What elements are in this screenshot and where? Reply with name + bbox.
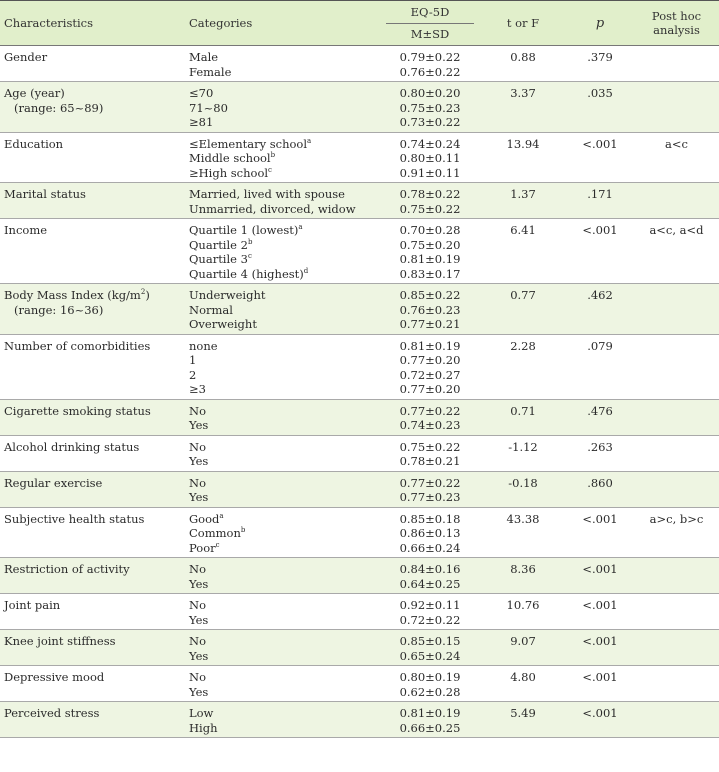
category-item	[189, 476, 376, 491]
msd-value: 0.81±0.19	[399, 706, 461, 720]
table-row	[0, 399, 719, 435]
p-value-cell: .171	[566, 183, 634, 219]
category-item	[189, 238, 376, 253]
msd-cell	[380, 284, 480, 335]
characteristic-label: Restriction of activity	[4, 562, 130, 576]
category-item	[189, 267, 376, 282]
category-label: No	[189, 670, 206, 684]
category-superscript: d	[303, 266, 309, 275]
msd-cell	[380, 46, 480, 82]
characteristic-cell	[0, 558, 185, 594]
characteristic-label: Joint pain	[4, 598, 61, 612]
msd-value: 0.77±0.21	[399, 317, 461, 331]
msd-cell	[380, 399, 480, 435]
header-msd: M±SD	[410, 27, 450, 41]
category-item	[189, 166, 376, 181]
msd-value: 0.64±0.25	[399, 576, 461, 591]
p-value-cell: .462	[566, 284, 634, 335]
msd-cell	[380, 82, 480, 133]
category-label: No	[189, 403, 206, 418]
p-value-cell: .476	[566, 399, 634, 435]
category-label: 1	[189, 353, 197, 367]
category-item	[189, 223, 376, 238]
msd-value: 0.77±0.20	[399, 353, 461, 367]
msd-value: 0.78±0.21	[399, 454, 461, 468]
posthoc-cell	[634, 630, 719, 666]
msd-value: 0.72±0.22	[399, 612, 461, 627]
category-label: none	[189, 338, 218, 353]
msd-value: 0.75±0.20	[399, 237, 461, 252]
p-value-cell: .379	[566, 46, 634, 82]
msd-cell	[380, 471, 480, 507]
category-label: 2	[189, 367, 197, 382]
category-label: Quartile 2	[189, 237, 248, 252]
posthoc-cell: a<c, a<d	[634, 219, 719, 284]
p-value-cell: <.001	[566, 507, 634, 558]
category-label: Male	[189, 50, 219, 64]
category-item	[189, 101, 376, 116]
category-label: Common	[189, 526, 241, 540]
characteristic-cell	[0, 702, 185, 738]
msd-value: 0.65±0.24	[399, 648, 461, 663]
characteristic-range: (range: 16~36)	[14, 302, 104, 317]
category-label: No	[189, 475, 206, 490]
msd-value: 0.80±0.19	[399, 670, 461, 684]
posthoc-cell	[634, 666, 719, 702]
category-label: Female	[189, 64, 232, 79]
p-value-cell: <.001	[566, 558, 634, 594]
category-item	[189, 317, 376, 332]
msd-value: 0.84±0.16	[399, 562, 461, 576]
p-value-cell: <.001	[566, 666, 634, 702]
categories-cell	[185, 82, 380, 133]
msd-value: 0.85±0.18	[399, 511, 461, 526]
table-row	[0, 558, 719, 594]
msd-value: 0.92±0.11	[399, 598, 461, 612]
table-row	[0, 46, 719, 82]
table-row	[0, 471, 719, 507]
posthoc-cell	[634, 702, 719, 738]
characteristic-cell	[0, 132, 185, 183]
category-item	[189, 202, 376, 217]
msd-value: 0.75±0.22	[399, 439, 461, 454]
table-row	[0, 334, 719, 399]
characteristic-label: Cigarette smoking status	[4, 403, 151, 418]
msd-value: 0.62±0.28	[399, 684, 461, 699]
category-item	[189, 382, 376, 397]
characteristic-label: Body Mass Index (kg/m	[4, 288, 141, 302]
t-value-cell: 0.77	[480, 284, 566, 335]
msd-value: 0.85±0.15	[399, 634, 461, 648]
characteristic-cell	[0, 284, 185, 335]
categories-cell	[185, 471, 380, 507]
posthoc-cell: a>c, b>c	[634, 507, 719, 558]
category-label: Yes	[189, 418, 209, 432]
category-label: ≥High school	[189, 165, 269, 180]
category-item	[189, 151, 376, 166]
category-item	[189, 706, 376, 721]
posthoc-cell	[634, 334, 719, 399]
t-value-cell: 9.07	[480, 630, 566, 666]
category-item	[189, 670, 376, 685]
t-value-cell: 0.88	[480, 46, 566, 82]
category-label: Quartile 1 (lowest)	[189, 223, 299, 237]
msd-cell	[380, 702, 480, 738]
posthoc-cell: a<c	[634, 132, 719, 183]
posthoc-cell	[634, 82, 719, 133]
t-value-cell: 5.49	[480, 702, 566, 738]
header-characteristics: Characteristics	[0, 1, 185, 46]
categories-cell	[185, 558, 380, 594]
characteristic-label: Marital status	[4, 187, 86, 201]
categories-cell	[185, 46, 380, 82]
category-item	[189, 86, 376, 101]
header-posthoc-line2: analysis	[653, 23, 700, 37]
category-item	[189, 562, 376, 577]
category-item	[189, 353, 376, 368]
characteristic-cell	[0, 630, 185, 666]
posthoc-cell	[634, 399, 719, 435]
category-label: ≥3	[189, 382, 206, 396]
categories-cell	[185, 594, 380, 630]
msd-value: 0.80±0.20	[399, 86, 461, 100]
msd-cell	[380, 183, 480, 219]
category-item	[189, 137, 376, 152]
category-item	[189, 577, 376, 592]
p-value-cell: .079	[566, 334, 634, 399]
category-label: No	[189, 598, 206, 612]
msd-value: 0.76±0.22	[399, 64, 461, 79]
category-label: ≤70	[189, 86, 214, 100]
table-row	[0, 702, 719, 738]
table-row	[0, 132, 719, 183]
characteristic-cell	[0, 183, 185, 219]
table-row	[0, 630, 719, 666]
category-label: Quartile 4 (highest)	[189, 266, 304, 281]
t-value-cell: 10.76	[480, 594, 566, 630]
header-posthoc-line1: Post hoc	[651, 9, 702, 23]
t-value-cell: 8.36	[480, 558, 566, 594]
t-value-cell: 6.41	[480, 219, 566, 284]
msd-value: 0.86±0.13	[399, 526, 461, 540]
category-item	[189, 65, 376, 80]
categories-cell	[185, 334, 380, 399]
msd-value: 0.77±0.22	[399, 403, 461, 418]
categories-cell	[185, 399, 380, 435]
t-value-cell: 13.94	[480, 132, 566, 183]
characteristic-label: Gender	[4, 50, 48, 64]
header-posthoc	[634, 1, 719, 46]
characteristic-cell	[0, 219, 185, 284]
category-label: Yes	[189, 490, 209, 504]
category-item	[189, 187, 376, 202]
category-superscript: c	[247, 252, 252, 260]
msd-value: 0.79±0.22	[399, 50, 461, 64]
category-item	[189, 598, 376, 613]
posthoc-cell	[634, 284, 719, 335]
msd-value: 0.70±0.28	[399, 223, 461, 237]
msd-cell	[380, 630, 480, 666]
table-row	[0, 594, 719, 630]
category-label: Yes	[189, 684, 209, 699]
msd-cell	[380, 334, 480, 399]
category-item	[189, 50, 376, 65]
category-label: Married, lived with spouse	[189, 187, 345, 201]
p-value-cell: .860	[566, 471, 634, 507]
category-label: 71~80	[189, 100, 228, 115]
category-item	[189, 368, 376, 383]
categories-cell	[185, 219, 380, 284]
category-item	[189, 721, 376, 736]
msd-cell	[380, 219, 480, 284]
posthoc-cell	[634, 183, 719, 219]
characteristic-cell	[0, 435, 185, 471]
msd-cell	[380, 435, 480, 471]
categories-cell	[185, 435, 380, 471]
category-item	[189, 418, 376, 433]
characteristic-label: Regular exercise	[4, 475, 103, 490]
msd-cell	[380, 666, 480, 702]
posthoc-cell	[634, 435, 719, 471]
category-label: Unmarried, divorced, widow	[189, 201, 356, 216]
msd-value: 0.81±0.19	[399, 252, 461, 266]
characteristic-label: Age (year)	[4, 86, 65, 100]
characteristic-range: (range: 65~89)	[14, 100, 104, 115]
category-item	[189, 115, 376, 130]
category-item	[189, 613, 376, 628]
category-label: Yes	[189, 612, 209, 627]
category-label: Middle school	[189, 151, 271, 165]
msd-value: 0.72±0.27	[399, 367, 461, 382]
header-categories: Categories	[185, 1, 380, 46]
msd-value: 0.77±0.20	[399, 382, 461, 396]
p-value-cell: <.001	[566, 594, 634, 630]
t-value-cell: 43.38	[480, 507, 566, 558]
category-superscript: b	[240, 526, 246, 534]
header-p	[566, 1, 634, 46]
category-item	[189, 288, 376, 303]
table-row	[0, 435, 719, 471]
categories-cell	[185, 702, 380, 738]
characteristic-cell	[0, 46, 185, 82]
category-item	[189, 339, 376, 354]
category-label: Yes	[189, 576, 209, 591]
category-label: Normal	[189, 302, 233, 317]
category-item	[189, 541, 376, 556]
header-t-or-f: t or F	[480, 1, 566, 46]
characteristic-label: Knee joint stiffness	[4, 634, 116, 648]
msd-value: 0.85±0.22	[399, 288, 461, 302]
t-value-cell: 0.71	[480, 399, 566, 435]
categories-cell	[185, 507, 380, 558]
t-value-cell: -1.12	[480, 435, 566, 471]
characteristic-label: Education	[4, 136, 64, 151]
p-value-cell: <.001	[566, 132, 634, 183]
category-label: ≥81	[189, 115, 214, 129]
characteristic-label: Depressive mood	[4, 670, 105, 684]
categories-cell	[185, 183, 380, 219]
categories-cell	[185, 666, 380, 702]
msd-value: 0.83±0.17	[399, 266, 461, 281]
category-item	[189, 440, 376, 455]
category-item	[189, 252, 376, 267]
msd-value: 0.77±0.22	[399, 475, 461, 490]
category-label: No	[189, 439, 206, 454]
category-label: Good	[189, 511, 220, 526]
msd-value: 0.66±0.25	[399, 720, 461, 735]
category-superscript: b	[270, 151, 276, 159]
msd-value: 0.66±0.24	[399, 540, 461, 555]
t-value-cell: 3.37	[480, 82, 566, 133]
msd-value: 0.73±0.22	[399, 115, 461, 129]
category-superscript: a	[219, 511, 224, 520]
posthoc-cell	[634, 471, 719, 507]
characteristic-cell	[0, 399, 185, 435]
category-item	[189, 454, 376, 469]
p-value-cell: <.001	[566, 219, 634, 284]
msd-cell	[380, 132, 480, 183]
p-value-cell: <.001	[566, 630, 634, 666]
characteristic-label: Income	[4, 223, 48, 237]
header-eq5d-label: EQ-5D	[386, 1, 474, 24]
msd-value: 0.74±0.24	[399, 136, 461, 151]
characteristic-label: Perceived stress	[4, 706, 100, 720]
categories-cell	[185, 132, 380, 183]
t-value-cell: -0.18	[480, 471, 566, 507]
characteristic-tail: )	[145, 288, 150, 302]
msd-value: 0.76±0.23	[399, 302, 461, 317]
msd-cell	[380, 594, 480, 630]
t-value-cell: 1.37	[480, 183, 566, 219]
characteristic-cell	[0, 82, 185, 133]
category-item	[189, 303, 376, 318]
p-value-cell: <.001	[566, 702, 634, 738]
categories-cell	[185, 630, 380, 666]
posthoc-cell	[634, 594, 719, 630]
characteristic-cell	[0, 471, 185, 507]
characteristic-label: Subjective health status	[4, 511, 145, 526]
msd-value: 0.77±0.23	[399, 490, 461, 504]
category-label: No	[189, 634, 206, 648]
category-superscript: c	[215, 540, 220, 549]
category-label: No	[189, 562, 206, 576]
characteristic-superscript: 2	[140, 288, 146, 296]
characteristic-label: Number of comorbidities	[4, 338, 151, 353]
characteristic-cell	[0, 666, 185, 702]
table-row	[0, 82, 719, 133]
msd-cell	[380, 507, 480, 558]
category-label: Poor	[189, 540, 216, 555]
msd-value: 0.81±0.19	[399, 338, 461, 353]
table-header	[0, 1, 719, 46]
category-label: ≤Elementary school	[189, 136, 308, 151]
categories-cell	[185, 284, 380, 335]
posthoc-cell	[634, 558, 719, 594]
category-label: Yes	[189, 454, 209, 468]
category-label: Underweight	[189, 288, 266, 302]
category-item	[189, 685, 376, 700]
p-value-cell: .263	[566, 435, 634, 471]
category-item	[189, 490, 376, 505]
table-row	[0, 666, 719, 702]
category-superscript: c	[268, 165, 272, 174]
category-label: High	[189, 720, 218, 735]
msd-value: 0.75±0.23	[399, 100, 461, 115]
category-item	[189, 634, 376, 649]
msd-value: 0.78±0.22	[399, 187, 461, 201]
category-superscript: a	[307, 136, 312, 145]
table-body	[0, 46, 719, 738]
msd-cell	[380, 558, 480, 594]
table-row	[0, 183, 719, 219]
category-item	[189, 649, 376, 664]
table-row	[0, 219, 719, 284]
category-item	[189, 404, 376, 419]
characteristic-cell	[0, 594, 185, 630]
category-superscript: a	[298, 223, 303, 231]
posthoc-cell	[634, 46, 719, 82]
msd-value: 0.74±0.23	[399, 418, 461, 432]
category-superscript: b	[247, 237, 253, 246]
table-row	[0, 284, 719, 335]
msd-value: 0.80±0.11	[399, 151, 461, 165]
p-value-cell: .035	[566, 82, 634, 133]
category-label: Overweight	[189, 317, 257, 331]
header-eq5d	[380, 1, 480, 46]
category-label: Quartile 3	[189, 252, 248, 266]
table-row	[0, 507, 719, 558]
msd-value: 0.91±0.11	[399, 165, 461, 180]
characteristic-cell	[0, 334, 185, 399]
category-label: Yes	[189, 648, 209, 663]
t-value-cell: 4.80	[480, 666, 566, 702]
characteristic-label: Alcohol drinking status	[4, 439, 140, 454]
t-value-cell: 2.28	[480, 334, 566, 399]
category-item	[189, 526, 376, 541]
header-p-label: p	[595, 15, 605, 31]
characteristic-cell	[0, 507, 185, 558]
category-item	[189, 512, 376, 527]
msd-value: 0.75±0.22	[399, 201, 461, 216]
category-label: Low	[189, 706, 214, 720]
